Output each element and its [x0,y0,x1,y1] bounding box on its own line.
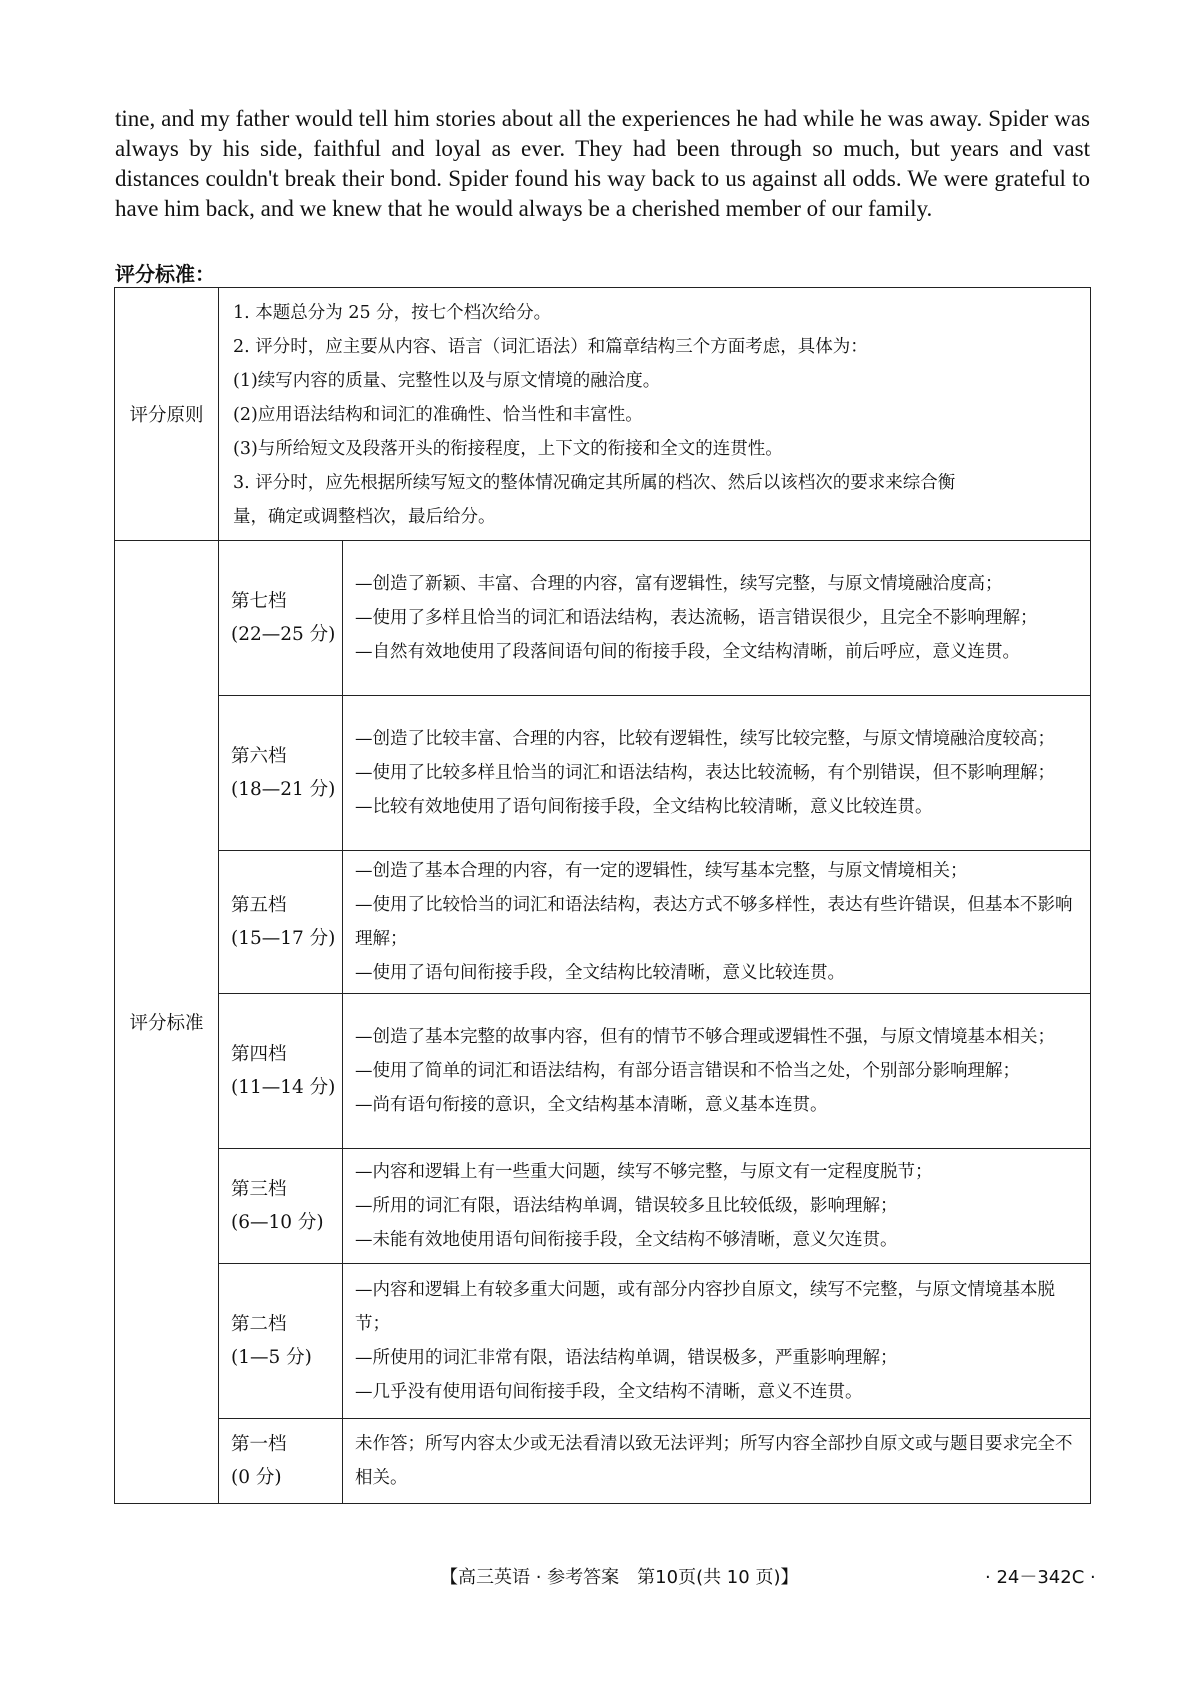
description-line: —所使用的词汇非常有限，语法结构单调，错误极多，严重影响理解； [355,1348,898,1368]
level-description [343,1149,1091,1264]
description-line: —使用了比较多样且恰当的词汇和语法结构，表达比较流畅，有个别错误，但不影响理解； [355,763,1055,783]
level-description [343,541,1091,696]
description-line: 未作答；所写内容太少或无法看清以致无法评判；所写内容全部抄自原文或与题目要求完全不相关。 [355,1434,1073,1488]
level-name: 第五档 [231,895,287,916]
principle-line: (3)与所给短文及段落开头的衔接程度，上下文的衔接和全文的连贯性。 [233,439,783,459]
principles-content [219,288,1091,541]
level-name: 第一档 [231,1434,287,1455]
description-line: —自然有效地使用了段落间语句间的衔接手段，全文结构清晰，前后呼应，意义连贯。 [355,642,1020,662]
level-label [219,1149,343,1264]
level-label [219,994,343,1149]
level-description [343,851,1091,994]
level-row-3 [115,1149,1091,1264]
level-row-5 [115,851,1091,994]
level-row-4 [115,994,1091,1149]
level-name: 第七档 [231,591,287,612]
description-line: —内容和逻辑上有较多重大问题，或有部分内容抄自原文，续写不完整，与原文情境基本脱节； [355,1280,1055,1334]
scoring-rubric-table [114,287,1091,1504]
level-row-7 [115,541,1091,696]
level-label [219,541,343,696]
principle-line: (1)续写内容的质量、完整性以及与原文情境的融洽度。 [233,371,661,391]
principle-line: 1. 本题总分为 25 分，按七个档次给分。 [233,303,552,323]
description-line: —创造了基本完整的故事内容，但有的情节不够合理或逻辑性不强，与原文情境基本相关； [355,1027,1055,1047]
description-line: —创造了比较丰富、合理的内容，比较有逻辑性，续写比较完整，与原文情境融洽度较高； [355,729,1055,749]
level-name: 第三档 [231,1179,287,1200]
principle-line: 量，确定或调整档次，最后给分。 [233,507,496,527]
level-range: (18—21 分) [231,779,336,800]
footer-page-info: 【高三英语 · 参考答案 第10页(共 10 页)】 [440,1567,799,1588]
description-line: —未能有效地使用语句间衔接手段，全文结构不够清晰，意义欠连贯。 [355,1230,898,1250]
standards-header: 评分标准 [115,541,219,1504]
level-name: 第六档 [231,746,287,767]
level-name: 第四档 [231,1044,287,1065]
level-label [219,1264,343,1419]
principles-header: 评分原则 [115,288,219,541]
description-line: —几乎没有使用语句间衔接手段，全文结构不清晰，意义不连贯。 [355,1382,863,1402]
level-range: (22—25 分) [231,624,336,645]
level-description [343,994,1091,1149]
description-line: —使用了语句间衔接手段，全文结构比较清晰，意义比较连贯。 [355,963,845,983]
principles-row [115,288,1091,541]
level-range: (0 分) [231,1467,282,1488]
level-label [219,1419,343,1504]
essay-continuation-paragraph: tine, and my father would tell him stories about all the experiences he had while he was away. Spider was always by his side, faithful and loyal as ever. They had been through so much, but years and vast distances couldn't break their bond. Spider found his way back to us against all odds. We were grateful to have him back, and we knew that he would always be a cherished member of our family. [115,106,1090,221]
description-line: —比较有效地使用了语句间衔接手段，全文结构比较清晰，意义比较连贯。 [355,797,933,817]
level-row-6 [115,696,1091,851]
level-range: (11—14 分) [231,1077,336,1098]
description-line: —内容和逻辑上有一些重大问题，续写不够完整，与原文有一定程度脱节； [355,1162,933,1182]
level-description [343,696,1091,851]
level-label [219,696,343,851]
description-line: —创造了新颖、丰富、合理的内容，富有逻辑性，续写完整，与原文情境融洽度高； [355,574,1003,594]
page-footer [0,1563,1200,1593]
level-row-2 [115,1264,1091,1419]
footer-exam-code: · 24－342C · [985,1567,1096,1588]
level-row-1 [115,1419,1091,1504]
description-line: —使用了多样且恰当的词汇和语法结构，表达流畅，语言错误很少，且完全不影响理解； [355,608,1038,628]
description-line: —创造了基本合理的内容，有一定的逻辑性，续写基本完整，与原文情境相关； [355,861,968,881]
principle-line: 2. 评分时，应主要从内容、语言（词汇语法）和篇章结构三个方面考虑，具体为： [233,337,868,357]
principle-line: 3. 评分时，应先根据所续写短文的整体情况确定其所属的档次、然后以该档次的要求来综合衡 [233,473,956,493]
level-range: (1—5 分) [231,1347,312,1368]
level-description [343,1419,1091,1504]
level-range: (15—17 分) [231,928,336,949]
description-line: —使用了比较恰当的词汇和语法结构，表达方式不够多样性，表达有些许错误，但基本不影响理解； [355,895,1073,949]
level-label [219,851,343,994]
description-line: —使用了简单的词汇和语法结构，有部分语言错误和不恰当之处，个别部分影响理解； [355,1061,1020,1081]
principle-line: (2)应用语法结构和词汇的准确性、恰当性和丰富性。 [233,405,643,425]
description-line: —所用的词汇有限，语法结构单调，错误较多且比较低级，影响理解； [355,1196,898,1216]
section-label-scoring-standard: 评分标准： [115,262,215,286]
description-line: —尚有语句衔接的意识，全文结构基本清晰，意义基本连贯。 [355,1095,828,1115]
level-name: 第二档 [231,1314,287,1335]
level-description [343,1264,1091,1419]
level-range: (6—10 分) [231,1212,324,1233]
